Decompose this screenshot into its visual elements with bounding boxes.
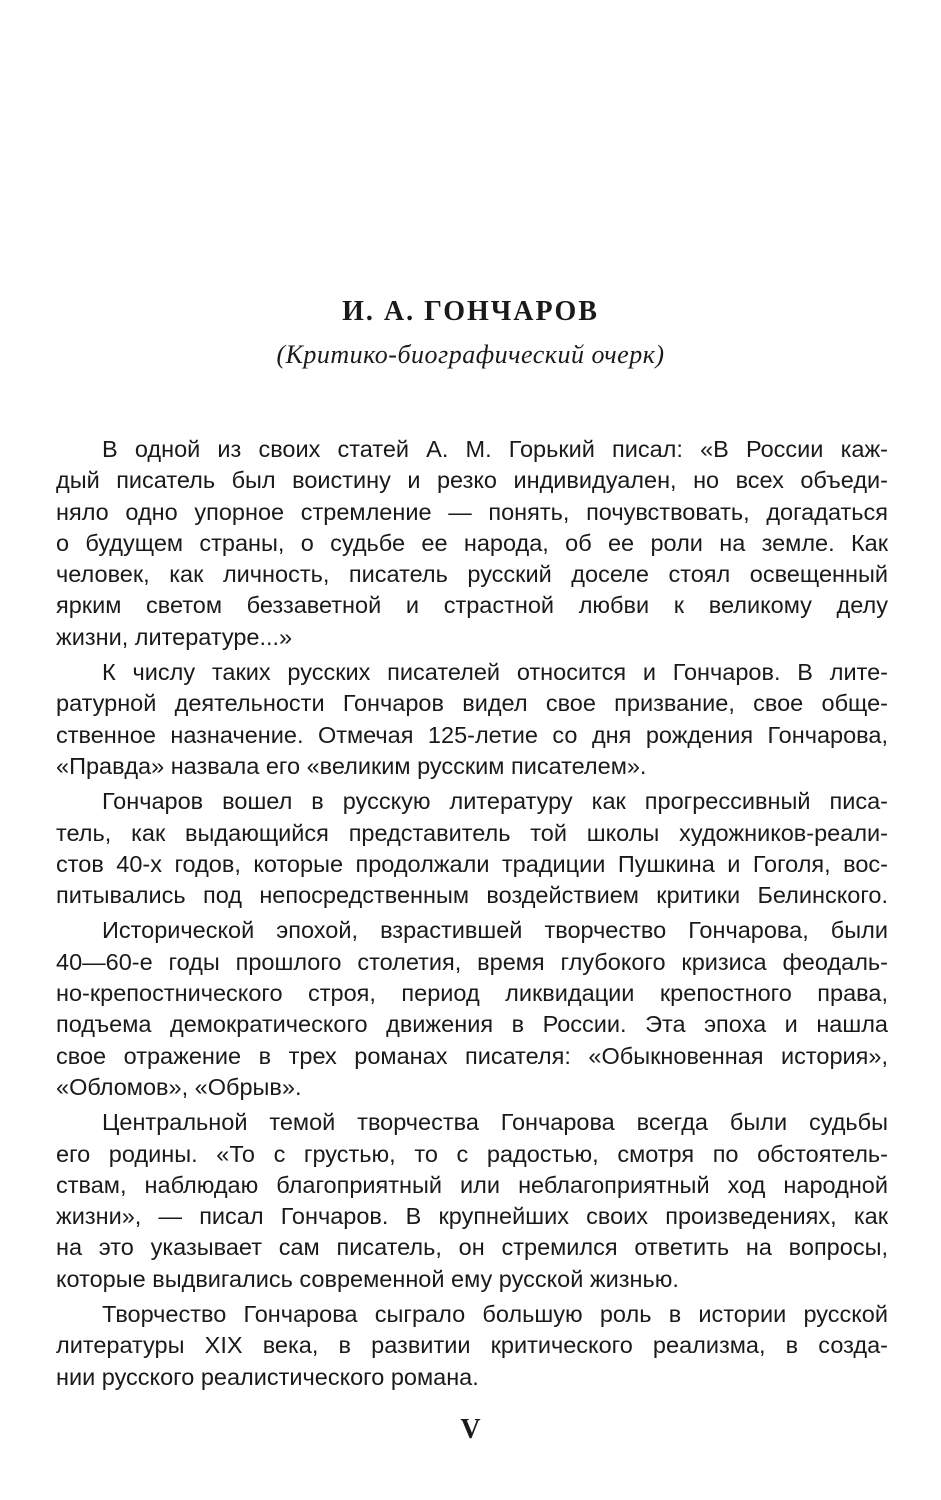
text-line: жизни, литературе...» <box>56 623 293 650</box>
text-line: няло одно упорное стремление — понять, почувствовать, догадаться <box>56 498 888 525</box>
text-line: тель, как выдающийся представитель той школы художников-реали- <box>56 819 888 846</box>
text-line: о будущем страны, о судьбе ее народа, об ее роли на земле. Как <box>56 529 888 556</box>
text-line: литературы XIX века, в развитии критического реализма, в созда- <box>56 1332 888 1359</box>
text-line: ственное назначение. Отмечая 125-летие со дня рождения Гончарова, <box>56 721 888 748</box>
text-line: К числу таких русских писателей относится и Гончаров. В лите- <box>102 659 888 686</box>
text-line: Гончаров вошел в русскую литературу как прогрессивный писа- <box>102 788 888 815</box>
text-line: дый писатель был воистину и резко индивидуален, но всех объеди- <box>56 467 888 494</box>
text-line: ратурной деятельности Гончаров видел свое призвание, свое обще- <box>56 690 888 717</box>
page-subtitle: (Критико-биографический очерк) <box>276 340 665 369</box>
page-title: И. А. ГОНЧАРОВ <box>342 296 599 327</box>
text-line: Центральной темой творчества Гончарова всегда были судьбы <box>102 1109 888 1136</box>
paragraph <box>56 434 888 653</box>
paragraph <box>56 786 888 911</box>
text-line: человек, как личность, писатель русский доселе стоял освещенный <box>56 561 888 588</box>
text-line: нии русского реалистического романа. <box>56 1363 479 1390</box>
text-line: «Правда» назвала его «великим русским писателем». <box>56 752 647 779</box>
page-number: V <box>460 1414 481 1445</box>
text-line: Исторической эпохой, взрастившей творчество Гончарова, были <box>102 917 888 944</box>
text-line: Творчество Гончарова сыграло большую роль в истории русской <box>102 1301 888 1328</box>
text-line: на это указывает сам писатель, он стремился ответить на вопросы, <box>56 1234 888 1261</box>
paragraph <box>56 657 888 782</box>
article-body <box>56 434 888 1393</box>
text-line: но-крепостнического строя, период ликвидации крепостного права, <box>56 980 888 1007</box>
text-line: ярким светом беззаветной и страстной любви к великому делу <box>56 592 888 619</box>
text-line: которые выдвигались современной ему русской жизнью. <box>56 1265 679 1292</box>
paragraph <box>56 915 888 1103</box>
text-line: «Обломов», «Обрыв». <box>56 1073 302 1100</box>
text-line: жизни», — писал Гончаров. В крупнейших своих произведениях, как <box>56 1203 888 1230</box>
text-line: В одной из своих статей А. М. Горький писал: «В России каж- <box>102 436 888 462</box>
text-line: 40—60-е годы прошлого столетия, время глубокого кризиса феодаль- <box>56 948 888 975</box>
text-line: стов 40-х годов, которые продолжали традиции Пушкина и Гоголя, вос- <box>56 850 888 877</box>
text-line: свое отражение в трех романах писателя: «Обыкновенная история», <box>56 1042 888 1069</box>
text-line: подъема демократического движения в России. Эта эпоха и нашла <box>56 1011 888 1038</box>
paragraph <box>56 1299 888 1393</box>
paragraph <box>56 1107 888 1295</box>
text-line: его родины. «То с грустью, то с радостью, смотря по обстоятель- <box>56 1140 888 1167</box>
text-line: питывались под непосредственным воздействием критики Белинского. <box>56 882 888 909</box>
text-line: ствам, наблюдаю благоприятный или неблагоприятный ход народной <box>56 1171 888 1198</box>
